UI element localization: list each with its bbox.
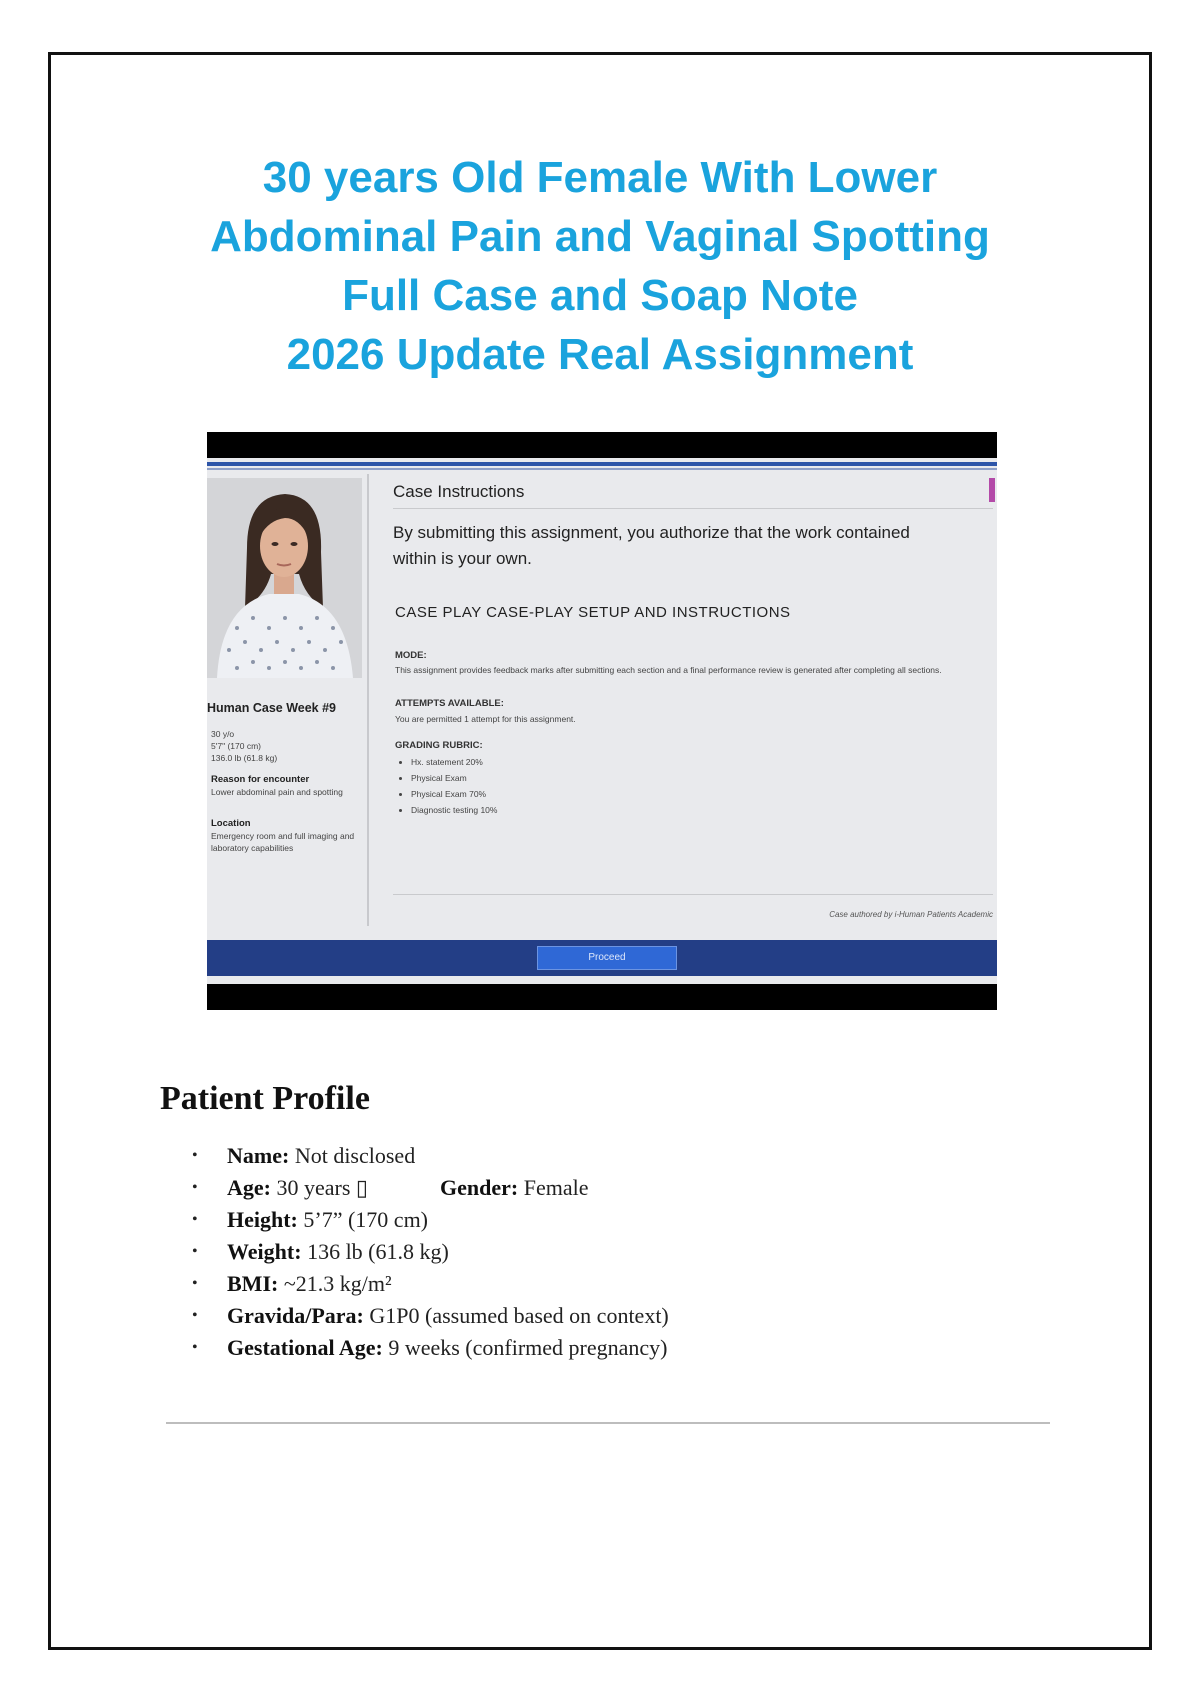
list-item [180, 1268, 980, 1300]
title-line-4: 2026 Update Real Assignment [286, 330, 914, 379]
title-line-1: 30 years Old Female With Lower [262, 153, 938, 202]
rubric-item: • Physical Exam [411, 770, 497, 786]
patient-profile-list [180, 1140, 980, 1364]
gender-value: Female [523, 1175, 589, 1200]
height-label: Height: [227, 1207, 298, 1232]
list-item [180, 1332, 980, 1364]
gravida-para-value: G1P0 (assumed based on context) [369, 1303, 669, 1328]
name-label: Name: [227, 1143, 290, 1168]
attempts-label: ATTEMPTS AVAILABLE: [395, 698, 504, 709]
rubric-item: • Diagnostic testing 10% [411, 802, 497, 818]
instructions-divider [393, 508, 993, 509]
list-item [180, 1236, 980, 1268]
list-item [180, 1204, 980, 1236]
patient-avatar-icon [207, 478, 362, 678]
gestational-age-value: 9 weeks (confirmed pregnancy) [388, 1335, 668, 1360]
section-divider [166, 1422, 1050, 1424]
panel-divider [367, 474, 369, 926]
weight-label: Weight: [227, 1239, 302, 1264]
case-screenshot [207, 432, 997, 1010]
list-item [180, 1140, 980, 1172]
authorization-text: By submitting this assignment, you authorize that the work contained within is your own. [393, 523, 910, 568]
patient-summary [211, 728, 365, 764]
weight-value: 136 lb (61.8 kg) [307, 1239, 449, 1264]
case-instructions-title: Case Instructions [393, 482, 525, 501]
patient-weight: 136.0 lb (61.8 kg) [211, 753, 278, 763]
list-item [180, 1300, 980, 1332]
gestational-age-label: Gestational Age: [227, 1335, 383, 1360]
rubric-list [395, 754, 497, 818]
setup-heading: CASE PLAY CASE-PLAY SETUP AND INSTRUCTIONS [395, 604, 791, 621]
patient-age: 30 y/o [211, 729, 235, 739]
authored-by-note: Case authored by i-Human Patients Academic [829, 910, 993, 919]
gravida-para-label: Gravida/Para: [227, 1303, 364, 1328]
reason-value: Lower abdominal pain and spotting [211, 787, 343, 797]
screenshot-top-bar [207, 462, 997, 466]
gender-label: Gender: [440, 1175, 519, 1200]
location-block [211, 818, 365, 854]
reason-label: Reason for encounter [211, 774, 310, 785]
location-label: Location [211, 818, 251, 829]
proceed-button[interactable]: Proceed [537, 946, 677, 970]
instructions-accent-mark [989, 478, 995, 502]
title-line-3: Full Case and Soap Note [342, 271, 858, 320]
name-value: Not disclosed [294, 1143, 416, 1168]
mode-text: This assignment provides feedback marks after submitting each section and a final performance review is generated after completing all sections. [395, 665, 942, 675]
reason-block [211, 774, 365, 798]
patient-profile-heading: Patient Profile [160, 1080, 370, 1117]
bmi-label: BMI: [227, 1271, 279, 1296]
rubric-label: GRADING RUBRIC: [395, 740, 483, 751]
patient-height: 5'7" (170 cm) [211, 741, 261, 751]
age-value: 30 years ▯ [276, 1175, 369, 1200]
rubric-item: • Physical Exam 70% [411, 786, 497, 802]
case-week-label: Human Case Week #9 [207, 701, 336, 715]
mode-label: MODE: [395, 650, 427, 661]
rubric-item: • Hx. statement 20% [411, 754, 497, 770]
screenshot-top-bar-thin [207, 468, 997, 470]
title-line-2: Abdominal Pain and Vaginal Spotting [210, 212, 990, 261]
screenshot-content [207, 458, 997, 984]
document-title [120, 148, 1080, 384]
instructions-bottom-divider [393, 894, 993, 895]
location-value: Emergency room and full imaging and laboratory capabilities [211, 831, 355, 853]
age-label: Age: [227, 1175, 271, 1200]
bmi-value: ~21.3 kg/m² [283, 1271, 392, 1296]
attempts-text: You are permitted 1 attempt for this assignment. [395, 714, 576, 724]
screenshot-footer-bar [207, 940, 997, 976]
patient-photo [207, 478, 362, 678]
list-item [180, 1172, 980, 1204]
height-value: 5’7” (170 cm) [303, 1207, 429, 1232]
